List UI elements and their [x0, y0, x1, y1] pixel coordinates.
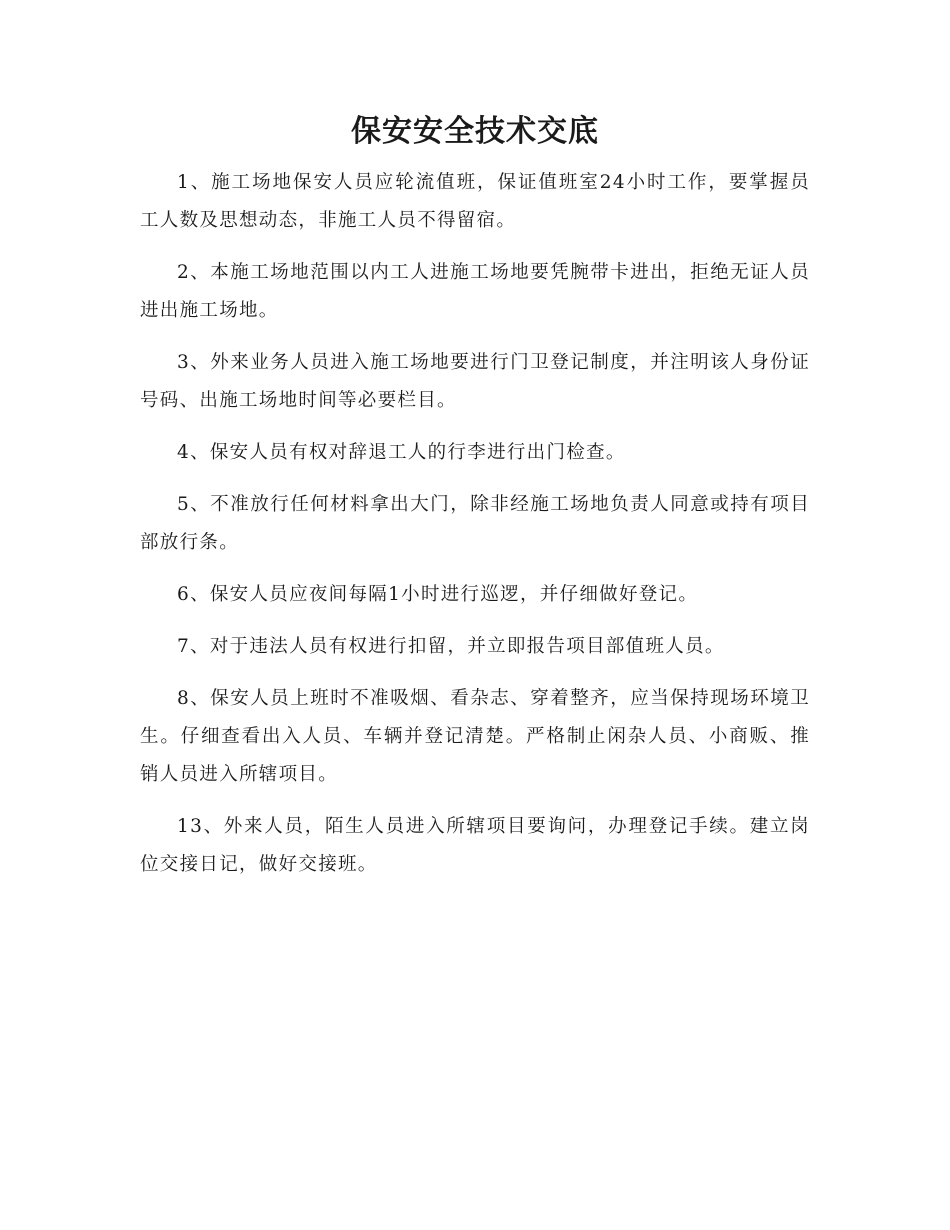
paragraph-7: 7、对于违法人员有权进行扣留，并立即报告项目部值班人员。	[177, 636, 725, 657]
paragraph-3: 3、外来业务人员进入施工场地要进行门卫登记制度，并注明该人身份证号码、出施工场地时间等必要栏目。	[140, 352, 810, 411]
paragraph-2: 2、本施工场地范围以内工人进施工场地要凭腕带卡进出，拒绝无证人员进出施工场地。	[140, 262, 810, 321]
paragraph-4: 4、保安人员有权对辞退工人的行李进行出门检查。	[177, 442, 626, 463]
document-body	[140, 164, 810, 898]
paragraph-13: 13、外来人员，陌生人员进入所辖项目要询问，办理登记手续。建立岗位交接日记，做好交接班。	[140, 816, 810, 875]
paragraph-1: 1、施工场地保安人员应轮流值班，保证值班室24小时工作，要掌握员工人数及思想动态，非施工人员不得留宿。	[140, 172, 810, 231]
paragraph-5: 5、不准放行任何材料拿出大门，除非经施工场地负责人同意或持有项目部放行条。	[140, 494, 810, 553]
paragraph-8: 8、保安人员上班时不准吸烟、看杂志、穿着整齐，应当保持现场环境卫生。仔细查看出入人员、车辆并登记清楚。严格制止闲杂人员、小商贩、推销人员进入所辖项目。	[140, 688, 810, 785]
paragraph-6: 6、保安人员应夜间每隔1小时进行巡逻，并仔细做好登记。	[177, 584, 699, 605]
document-title: 保安安全技术交底	[351, 114, 599, 149]
